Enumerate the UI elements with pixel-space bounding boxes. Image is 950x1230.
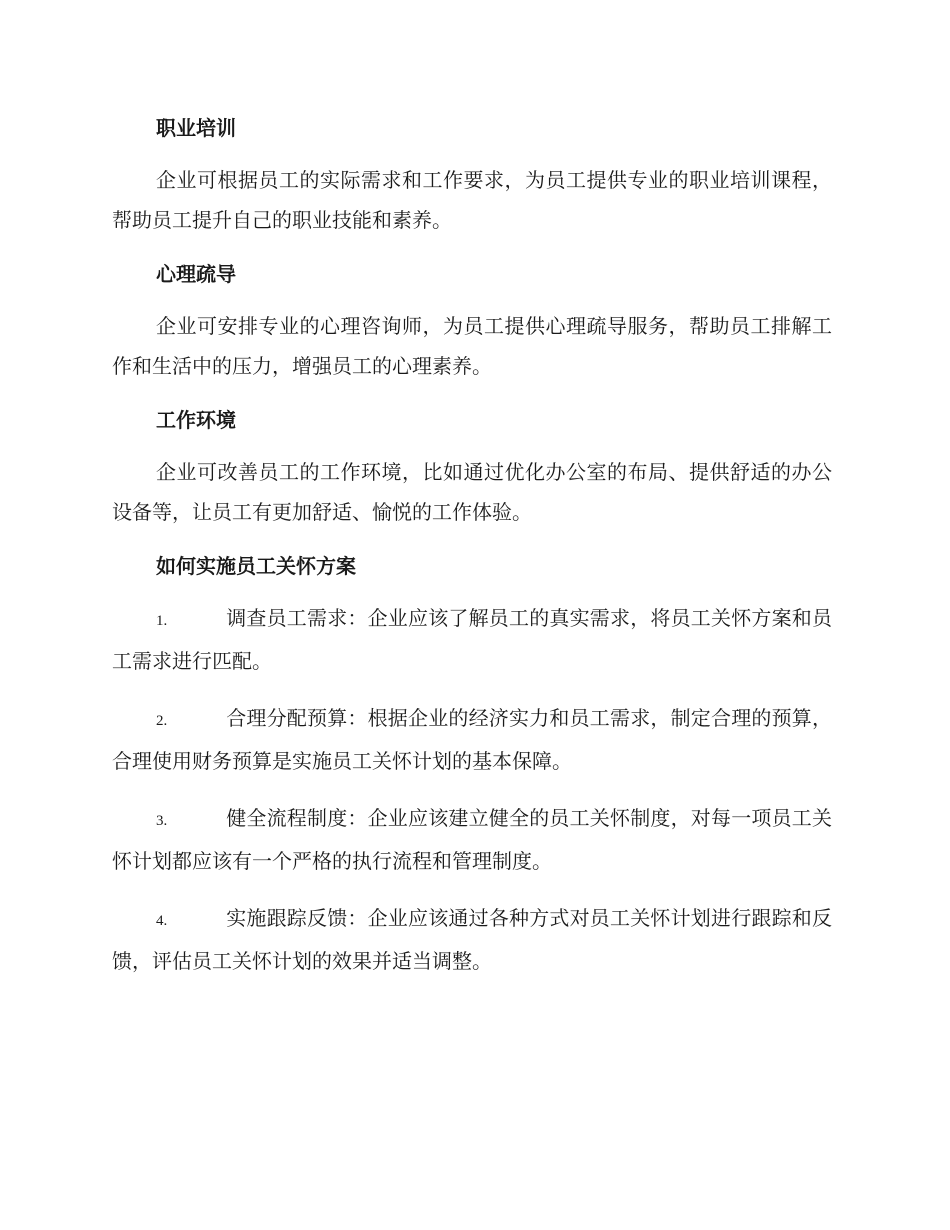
section-implementation [112, 548, 832, 981]
list-item-text: 调查员工需求：企业应该了解员工的真实需求，将员工关怀方案和员工需求进行匹配。 [112, 606, 832, 673]
list-item-number: 1. [156, 613, 168, 629]
section-heading: 心理疏导 [156, 262, 236, 286]
section-work-environment [112, 402, 832, 532]
list-item-text: 健全流程制度：企业应该建立健全的员工关怀制度，对每一项员工关怀计划都应该有一个严格的执行流程和管理制度。 [112, 806, 832, 873]
list-item-text: 合理分配预算：根据企业的经济实力和员工需求，制定合理的预算，合理使用财务预算是实施员工关怀计划的基本保障。 [112, 706, 832, 773]
list-item [112, 798, 832, 881]
list-item [112, 698, 832, 781]
section-career-training [112, 110, 832, 240]
implementation-heading: 如何实施员工关怀方案 [156, 554, 356, 578]
list-item [112, 598, 832, 681]
list-item [112, 898, 832, 981]
list-item-number: 3. [156, 813, 168, 829]
list-item-text: 实施跟踪反馈：企业应该通过各种方式对员工关怀计划进行跟踪和反馈，评估员工关怀计划的效果并适当调整。 [112, 906, 832, 973]
section-body: 企业可安排专业的心理咨询师，为员工提供心理疏导服务，帮助员工排解工作和生活中的压力，增强员工的心理素养。 [112, 314, 832, 378]
section-body: 企业可根据员工的实际需求和工作要求，为员工提供专业的职业培训课程，帮助员工提升自己的职业技能和素养。 [112, 168, 832, 232]
section-body: 企业可改善员工的工作环境，比如通过优化办公室的布局、提供舒适的办公设备等，让员工有更加舒适、愉悦的工作体验。 [112, 460, 832, 524]
section-heading: 职业培训 [156, 116, 236, 140]
section-psychological-counseling [112, 256, 832, 386]
document-page [112, 110, 832, 998]
list-item-number: 4. [156, 913, 168, 929]
list-item-number: 2. [156, 713, 168, 729]
section-heading: 工作环境 [156, 408, 236, 432]
